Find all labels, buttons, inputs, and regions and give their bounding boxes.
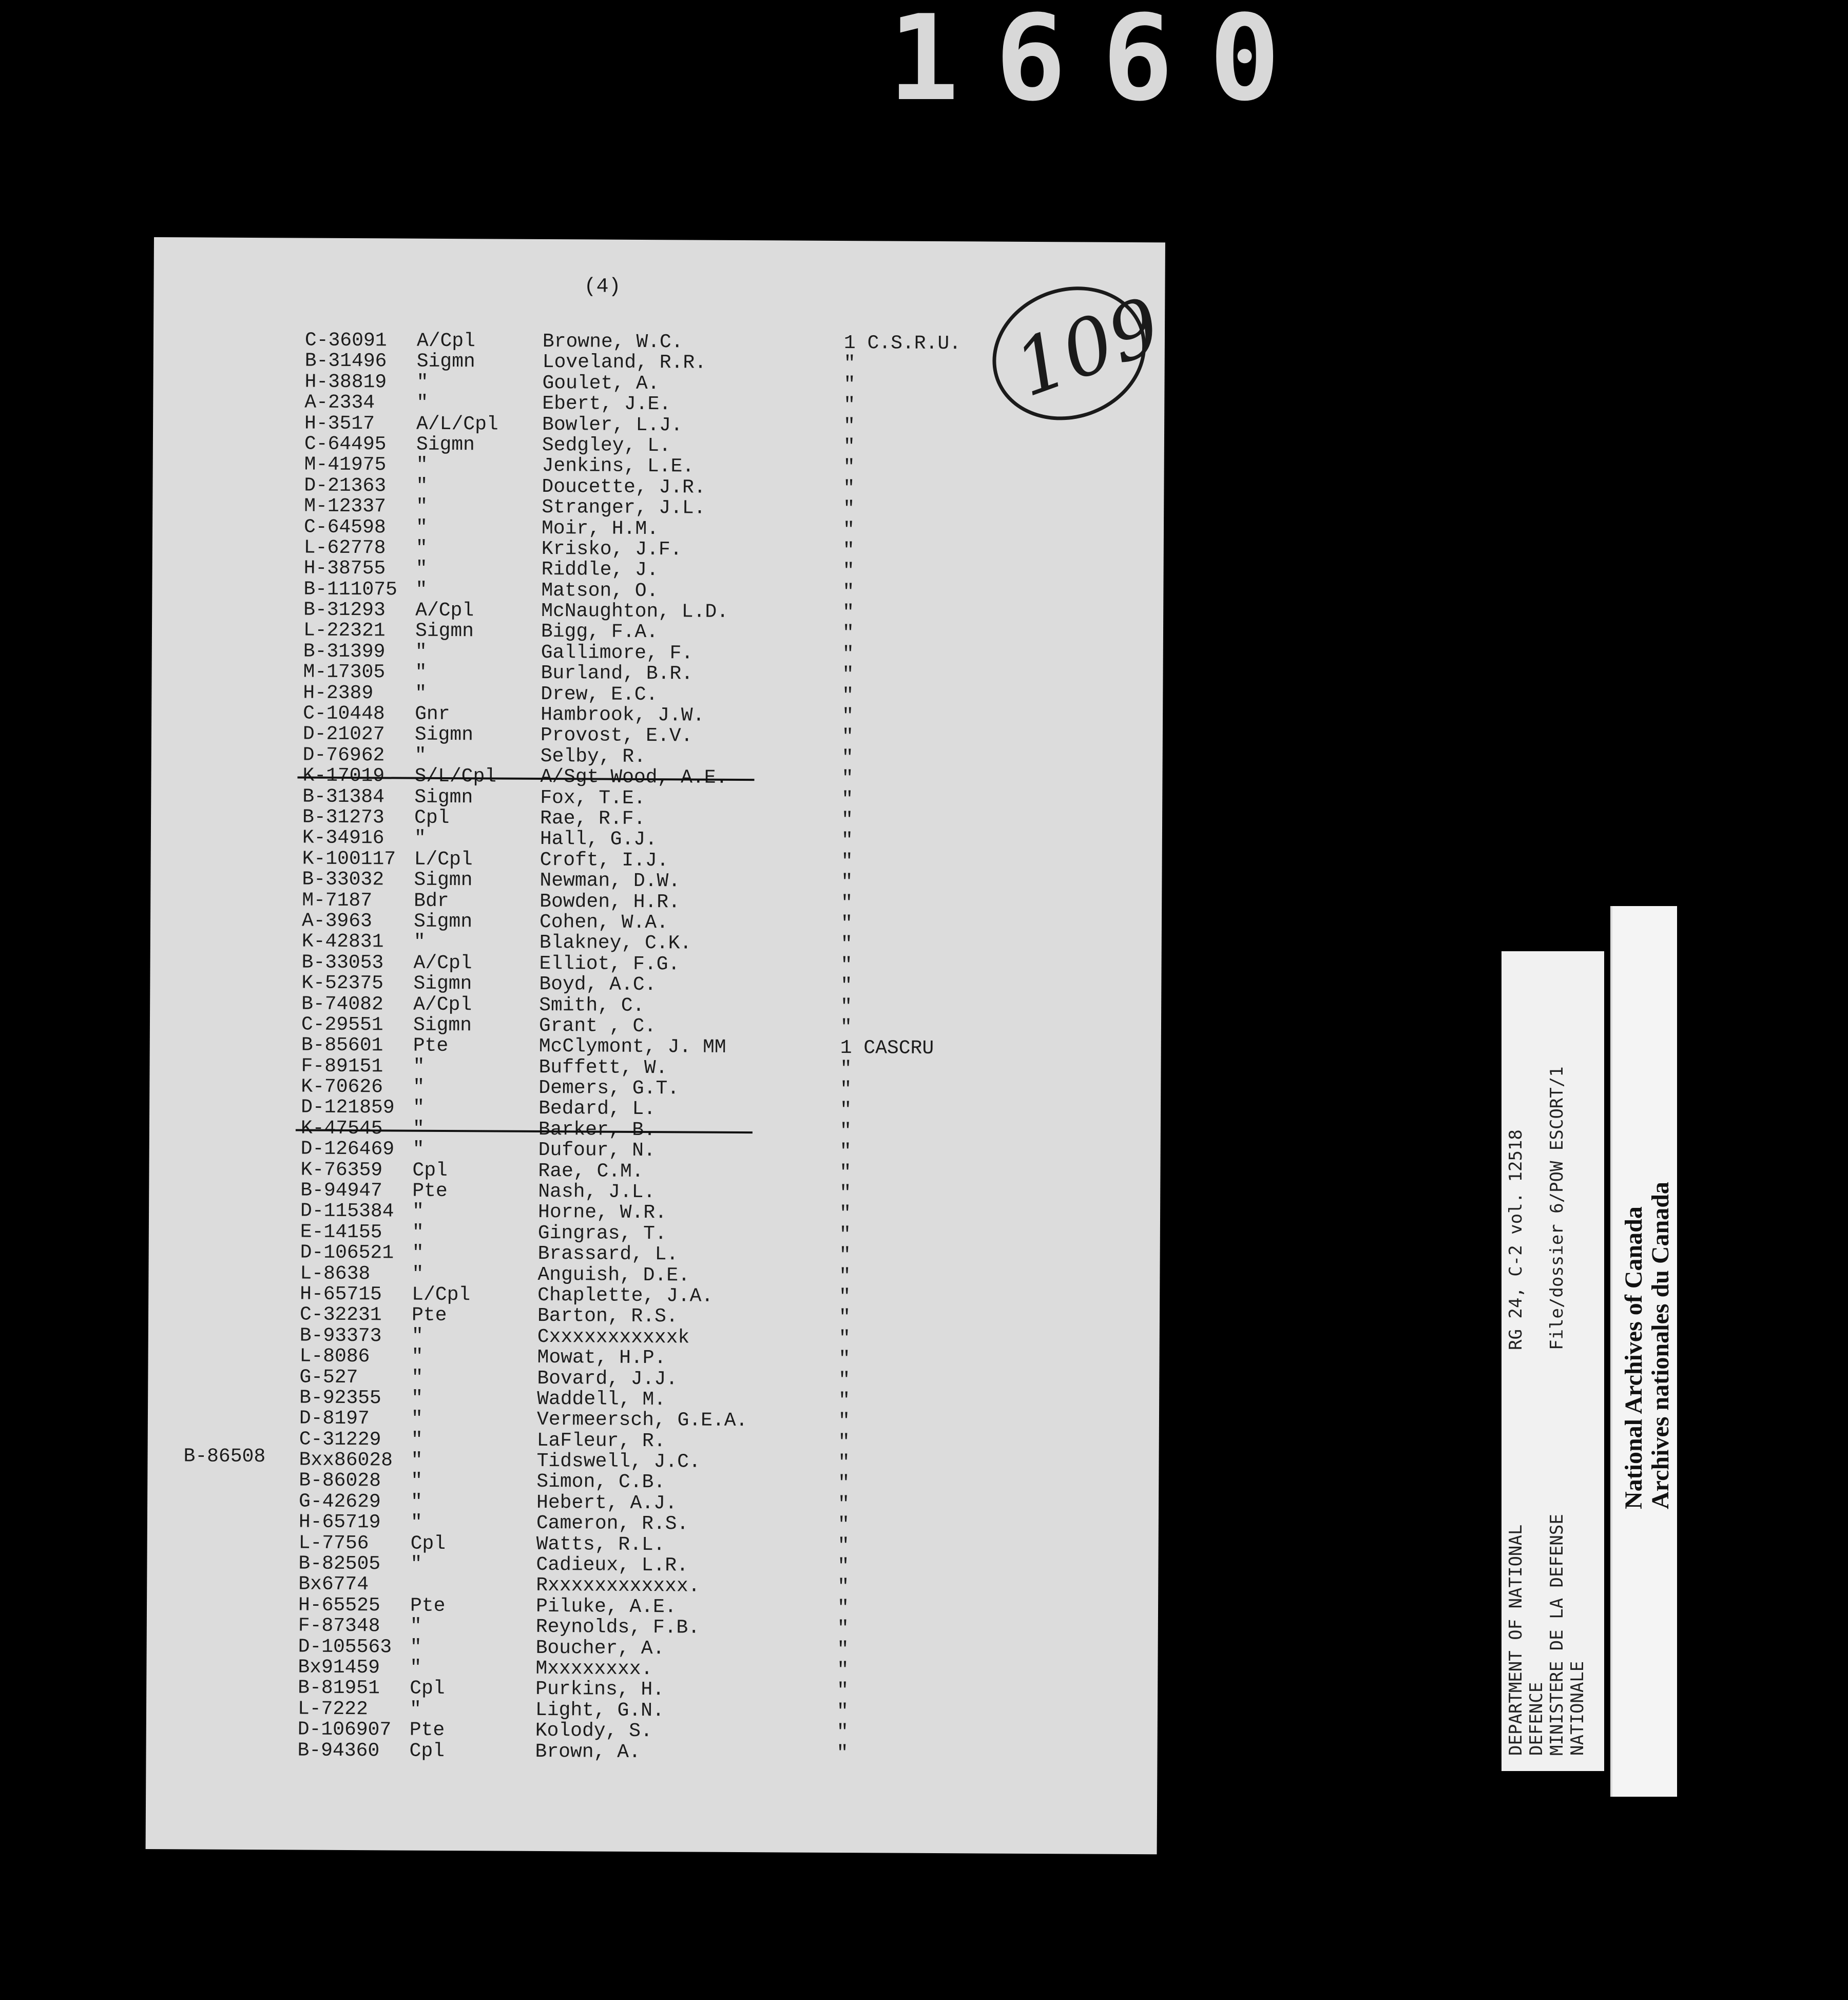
rank: Sigmn <box>413 972 472 995</box>
rank: A/L/Cpl <box>416 413 498 436</box>
rank: " <box>412 1118 425 1140</box>
rank: A/Cpl <box>415 599 474 622</box>
service-number: B-92355 <box>299 1387 381 1410</box>
soldier-name: Bedard, L. <box>538 1098 656 1121</box>
soldier-name: Krisko, J.F. <box>541 537 682 561</box>
rank: " <box>414 828 426 850</box>
unit: " <box>843 394 856 417</box>
unit: " <box>836 1700 849 1723</box>
service-number: H-38755 <box>303 557 386 580</box>
soldier-name: Boyd, A.C. <box>539 973 657 996</box>
soldier-name: Bowler, L.J. <box>542 413 683 436</box>
service-number: B-94947 <box>300 1179 383 1202</box>
unit: " <box>841 871 853 894</box>
rank: " <box>415 641 427 663</box>
unit: " <box>841 850 853 873</box>
rank: " <box>415 557 428 581</box>
rank: Cpl <box>412 1159 448 1182</box>
unit: " <box>839 1161 852 1184</box>
rank: " <box>411 1325 424 1348</box>
soldier-name: Cohen, W.A. <box>539 911 668 934</box>
soldier-name: Riddle, J. <box>541 559 659 582</box>
unit: " <box>843 373 856 396</box>
soldier-name: Light, G.N. <box>535 1699 664 1722</box>
unit: " <box>840 975 853 997</box>
service-number: B-33053 <box>301 951 384 974</box>
stamp-french: Archives nationales du Canada <box>1647 1182 1674 1509</box>
label-line-3: MINISTERE DE LA DEFENSE <box>1547 1514 1567 1756</box>
soldier-name: Loveland, R.R. <box>542 351 707 375</box>
rank: " <box>415 516 428 539</box>
rank: " <box>416 392 429 414</box>
margin-service-number: B-86508 <box>183 1445 266 1468</box>
rank: L/Cpl <box>412 1283 471 1306</box>
unit: " <box>839 1265 851 1287</box>
rank: Sigmn <box>413 1014 472 1037</box>
rank: " <box>416 454 428 477</box>
service-number: B-86028 <box>299 1469 381 1492</box>
soldier-name: Jenkins, L.E. <box>542 455 695 478</box>
unit: 1 C.S.R.U. <box>843 332 961 355</box>
service-number: F-89151 <box>301 1055 383 1078</box>
service-number: D-106521 <box>300 1241 394 1264</box>
rank: " <box>415 537 428 560</box>
service-number: B-82505 <box>298 1552 381 1575</box>
service-number: D-76962 <box>302 744 385 767</box>
unit: " <box>840 1016 852 1039</box>
rank: " <box>410 1615 422 1638</box>
unit: " <box>839 1141 852 1163</box>
service-number: H-65525 <box>298 1594 380 1617</box>
unit: " <box>837 1680 849 1702</box>
soldier-name: Bovard, J.J. <box>537 1367 678 1390</box>
page-number: (4) <box>584 275 621 299</box>
service-number: K-100117 <box>302 848 396 871</box>
unit: " <box>841 809 853 832</box>
service-number: M-17305 <box>303 661 386 684</box>
label-line-4: NATIONALE <box>1567 1661 1588 1756</box>
rank: " <box>413 931 426 954</box>
service-number: C-31229 <box>299 1428 381 1451</box>
soldier-name: Brassard, L. <box>537 1243 679 1266</box>
archive-stamp <box>1610 906 1677 1797</box>
unit: " <box>843 477 855 499</box>
folio-circle <box>974 266 1172 441</box>
unit: " <box>842 664 854 686</box>
soldier-name: Cadieux, L.R. <box>536 1553 689 1577</box>
unit: " <box>841 767 854 790</box>
soldier-name: Piluke, A.E. <box>535 1595 677 1619</box>
soldier-name: Mxxxxxxxx. <box>535 1657 653 1681</box>
soldier-name: Selby, R. <box>540 745 646 768</box>
unit: 1 CASCRU <box>840 1037 934 1060</box>
rank: " <box>411 1345 424 1368</box>
service-number: G-42629 <box>298 1490 381 1513</box>
roster-list <box>297 329 961 1764</box>
service-number: B-74082 <box>301 993 383 1015</box>
unit: " <box>841 788 854 811</box>
service-number: G-527 <box>299 1366 358 1389</box>
service-number: C-64598 <box>303 516 386 539</box>
rank: Sigmn <box>416 433 475 456</box>
soldier-name: Moir, H.M. <box>541 517 659 540</box>
service-number: B-111075 <box>303 578 397 601</box>
service-number: D-8197 <box>299 1407 370 1430</box>
service-number: D-21027 <box>302 723 385 746</box>
rank: " <box>410 1636 422 1659</box>
service-number: C-36091 <box>304 329 387 352</box>
unit: " <box>840 912 853 935</box>
service-number: B-31496 <box>304 350 387 373</box>
service-number: F-87348 <box>298 1614 380 1638</box>
soldier-name: Doucette, J.R. <box>542 475 706 499</box>
unit: " <box>838 1369 851 1391</box>
unit: " <box>841 726 854 748</box>
soldier-name: Cameron, R.S. <box>536 1512 689 1535</box>
unit: " <box>837 1638 849 1661</box>
unit: " <box>838 1472 850 1495</box>
rank: A/Cpl <box>413 993 472 1016</box>
service-number: D-21363 <box>304 474 387 497</box>
unit: " <box>842 581 855 603</box>
rank: " <box>414 744 427 767</box>
rank: " <box>415 682 427 705</box>
unit: " <box>839 1182 852 1205</box>
rank: Sigmn <box>416 351 475 373</box>
rank: Gnr <box>415 703 450 726</box>
soldier-name: Barton, R.S. <box>537 1305 678 1328</box>
soldier-name: Stranger, J.L. <box>542 496 706 520</box>
soldier-name: Croft, I.J. <box>540 849 669 872</box>
rank: Cpl <box>414 806 450 830</box>
service-number: K-17019 <box>302 764 385 787</box>
soldier-name: Reynolds, F.B. <box>535 1616 700 1639</box>
unit: " <box>842 539 855 562</box>
soldier-name: McClymont, J. MM <box>538 1035 726 1059</box>
soldier-name: Purkins, H. <box>535 1678 665 1701</box>
rank: " <box>410 1491 423 1513</box>
service-number: L-62778 <box>303 536 386 560</box>
service-number: K-47545 <box>300 1117 383 1140</box>
service-number: L-22321 <box>303 620 386 642</box>
soldier-name: Gingras, T. <box>537 1222 667 1245</box>
service-number: B-94360 <box>297 1739 380 1762</box>
soldier-name: Anguish, D.E. <box>537 1263 690 1287</box>
rank: " <box>411 1367 424 1389</box>
soldier-name: Hebert, A.J. <box>536 1491 677 1515</box>
rank: " <box>411 1387 424 1410</box>
service-number: C-64495 <box>304 433 387 456</box>
unit: " <box>840 995 853 1018</box>
service-number: H-2389 <box>303 682 374 704</box>
unit: " <box>837 1618 849 1640</box>
unit: " <box>842 705 854 728</box>
archive-reference-label <box>1502 951 1604 1771</box>
soldier-name: McNaughton, L.D. <box>541 600 729 623</box>
service-number: A-2334 <box>304 391 375 414</box>
rank: " <box>410 1511 422 1534</box>
rank: " <box>413 1076 425 1099</box>
service-number: B-31273 <box>302 806 384 829</box>
unit: " <box>842 518 855 541</box>
unit: " <box>836 1742 849 1764</box>
service-number: B-93373 <box>299 1324 382 1348</box>
service-number: M-7187 <box>302 889 373 912</box>
service-number: C-29551 <box>301 1013 383 1036</box>
rank: " <box>415 579 428 601</box>
unit: " <box>842 602 855 624</box>
service-number: H-3517 <box>304 412 375 435</box>
service-number: Bxx86028 <box>299 1449 393 1472</box>
soldier-name: Burland, B.R. <box>541 662 694 685</box>
rank: " <box>409 1698 421 1721</box>
service-number: L-8638 <box>300 1262 371 1285</box>
soldier-name: Vermeersch, G.E.A. <box>536 1409 748 1432</box>
service-number: H-38819 <box>304 371 387 394</box>
soldier-name: Browne, W.C. <box>542 330 683 354</box>
soldier-name: Waddell, M. <box>537 1388 666 1411</box>
soldier-name: Fox, T.E. <box>540 786 646 810</box>
unit: " <box>842 643 854 666</box>
soldier-name: Kolody, S. <box>535 1720 652 1743</box>
unit: " <box>843 353 856 375</box>
unit: " <box>836 1721 849 1744</box>
soldier-name: Smith, C. <box>539 994 645 1017</box>
soldier-name: A/Sgt Wood, A.E. <box>540 766 728 790</box>
rank: A/Cpl <box>416 330 476 353</box>
soldier-name: Matson, O. <box>541 579 659 602</box>
service-number: K-52375 <box>301 972 384 995</box>
service-number: B-85601 <box>301 1034 383 1057</box>
unit: " <box>837 1514 850 1536</box>
soldier-name: Elliot, F.G. <box>539 952 680 976</box>
service-number: C-32231 <box>299 1303 382 1326</box>
service-number: H-65719 <box>298 1511 381 1534</box>
unit: " <box>837 1534 850 1557</box>
soldier-name: Mowat, H.P. <box>537 1347 666 1370</box>
service-number: Bx6774 <box>298 1573 369 1596</box>
rank: Sigmn <box>415 620 474 643</box>
label-line-2: DEFENCE <box>1526 1682 1547 1756</box>
service-number: L-8086 <box>299 1345 370 1368</box>
unit: " <box>841 892 853 914</box>
soldier-name: Boucher, A. <box>535 1637 665 1660</box>
unit: " <box>841 830 853 852</box>
soldier-name: Hambrook, J.W. <box>541 703 705 727</box>
rank: " <box>416 475 428 497</box>
rank: " <box>416 495 428 518</box>
service-number: L-7756 <box>298 1532 369 1554</box>
rank: " <box>416 371 429 394</box>
soldier-name: Newman, D.W. <box>540 870 681 893</box>
rank: " <box>412 1138 425 1161</box>
rank: " <box>412 1201 424 1223</box>
unit: " <box>838 1306 851 1329</box>
rank: Sigmn <box>414 724 474 746</box>
service-number: K-70626 <box>301 1075 383 1099</box>
soldier-name: Goulet, A. <box>542 372 660 395</box>
service-number: M-41975 <box>304 453 387 476</box>
unit: " <box>839 1203 851 1225</box>
soldier-name: Ebert, J.E. <box>542 393 671 416</box>
unit: " <box>837 1659 849 1682</box>
label-line-1: DEPARTMENT OF NATIONAL <box>1506 1524 1526 1756</box>
unit: " <box>838 1389 851 1412</box>
rank: Sigmn <box>414 786 473 809</box>
unit: " <box>837 1493 850 1516</box>
soldier-name: Rxxxxxxxxxxxx. <box>536 1574 700 1598</box>
soldier-name: Sedgley, L. <box>542 434 671 457</box>
soldier-name: Drew, E.C. <box>541 683 658 706</box>
soldier-name: Simon, C.B. <box>536 1471 666 1494</box>
label-file: File/dossier 6/POW ESCORT/1 <box>1547 1066 1567 1350</box>
rank: Cpl <box>409 1740 445 1762</box>
service-number: D-115384 <box>300 1200 394 1223</box>
rank: " <box>410 1657 422 1679</box>
frame-number: 1660 <box>888 0 1316 127</box>
service-number: H-65715 <box>300 1283 382 1306</box>
stamp-english: National Archives of Canada <box>1620 1206 1647 1509</box>
service-number: M-12337 <box>304 495 387 518</box>
unit: " <box>838 1327 851 1350</box>
rank: Sigmn <box>414 869 473 892</box>
service-number: K-34916 <box>302 826 384 850</box>
rank: " <box>411 1449 423 1472</box>
service-number: C-10448 <box>303 702 385 725</box>
unit: " <box>840 1079 852 1101</box>
service-number: B-33032 <box>302 868 384 891</box>
unit: " <box>839 1223 851 1246</box>
soldier-name: Buffett, W. <box>538 1056 668 1079</box>
rank: Pte <box>409 1719 445 1742</box>
unit: " <box>840 933 853 956</box>
unit: " <box>838 1431 850 1453</box>
rank: A/Cpl <box>413 952 472 974</box>
soldier-name: Bigg, F.A. <box>541 621 659 644</box>
soldier-name: Bowden, H.R. <box>540 890 680 913</box>
unit: " <box>838 1452 850 1474</box>
unit: " <box>839 1099 852 1122</box>
unit: " <box>839 1120 852 1142</box>
service-number: D-121859 <box>301 1096 395 1119</box>
service-number: D-106907 <box>297 1718 392 1741</box>
rank: Pte <box>412 1180 448 1203</box>
rank: Cpl <box>410 1532 446 1555</box>
unit: " <box>842 684 854 707</box>
service-number: D-105563 <box>298 1636 392 1659</box>
soldier-name: Rae, R.F. <box>540 807 646 831</box>
unit: " <box>837 1597 849 1619</box>
unit: " <box>841 746 854 769</box>
rank: " <box>410 1553 422 1575</box>
rank: " <box>411 1429 423 1451</box>
soldier-name: Barker, B. <box>538 1118 656 1141</box>
service-number: Bx91459 <box>298 1656 380 1679</box>
service-number: B-81951 <box>298 1677 380 1700</box>
unit: " <box>837 1576 850 1599</box>
unit: " <box>842 560 855 583</box>
document-page <box>146 237 1172 1854</box>
rank: " <box>411 1470 423 1493</box>
soldier-name: Brown, A. <box>535 1740 641 1763</box>
soldier-name: Blakney, C.K. <box>539 932 692 955</box>
soldier-name: Cxxxxxxxxxxxk <box>537 1325 690 1349</box>
unit: " <box>840 1057 852 1080</box>
soldier-name: Demers, G.T. <box>538 1077 680 1100</box>
rank: S/L/Cpl <box>414 765 497 788</box>
service-number: B-31384 <box>302 785 385 808</box>
rank: " <box>412 1263 424 1285</box>
soldier-name: Provost, E.V. <box>540 724 693 747</box>
soldier-name: Rae, C.M. <box>538 1160 644 1183</box>
service-number: E-14155 <box>300 1221 382 1244</box>
rank: Bdr <box>414 890 449 912</box>
service-number: K-42831 <box>301 930 384 953</box>
soldier-name: Tidswell, J.C. <box>536 1450 701 1473</box>
rank: " <box>411 1408 423 1431</box>
service-number: A-3963 <box>301 910 372 933</box>
unit: " <box>843 456 855 479</box>
rank: Pte <box>410 1594 446 1617</box>
service-number: B-31399 <box>303 640 386 663</box>
service-number: K-76359 <box>300 1159 383 1181</box>
service-number: L-7222 <box>297 1698 368 1721</box>
unit: " <box>843 435 855 458</box>
soldier-name: Chaplette, J.A. <box>537 1284 714 1307</box>
rank: " <box>412 1242 424 1264</box>
soldier-name: Horne, W.R. <box>537 1201 667 1224</box>
rank: Pte <box>413 1034 449 1057</box>
service-number: D-126469 <box>300 1138 395 1161</box>
unit: " <box>843 415 856 437</box>
unit: " <box>838 1410 850 1433</box>
soldier-name: Hall, G.J. <box>540 828 658 851</box>
unit: " <box>839 1285 851 1309</box>
unit: " <box>839 1244 851 1267</box>
unit: " <box>843 498 855 521</box>
unit: " <box>842 622 854 645</box>
rank: " <box>413 1055 425 1078</box>
label-reference: RG 24, C-2 vol. 12518 <box>1506 1129 1526 1350</box>
folio-number: 109 <box>1004 281 1172 415</box>
rank: Cpl <box>410 1678 445 1700</box>
rank: " <box>413 1097 425 1120</box>
soldier-name: Dufour, N. <box>538 1139 656 1162</box>
soldier-name: LaFleur, R. <box>536 1429 666 1452</box>
service-number: B-31293 <box>303 599 386 622</box>
unit: " <box>837 1555 850 1578</box>
rank: Sigmn <box>413 910 473 933</box>
soldier-name: Gallimore, F. <box>541 641 694 665</box>
rank: " <box>415 661 427 684</box>
unit: " <box>838 1348 851 1371</box>
rank: Pte <box>411 1304 447 1327</box>
rank: " <box>412 1221 424 1244</box>
soldier-name: Grant , C. <box>538 1014 657 1038</box>
soldier-name: Watts, R.L. <box>536 1533 665 1556</box>
rank: L/Cpl <box>414 848 473 871</box>
unit: " <box>840 954 853 976</box>
soldier-name: Nash, J.L. <box>538 1180 656 1204</box>
